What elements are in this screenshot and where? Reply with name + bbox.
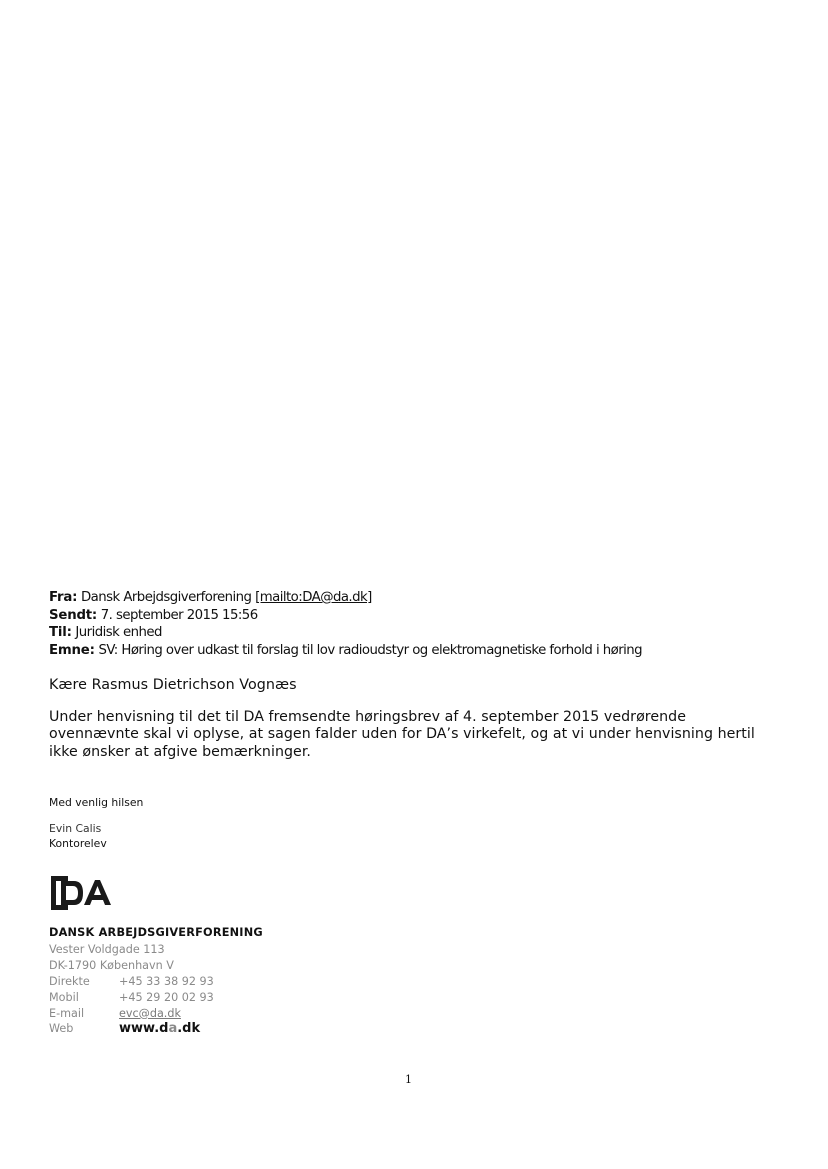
direct-label: Direkte — [49, 975, 90, 988]
email-label: E-mail — [49, 1006, 85, 1020]
email-link[interactable]: evc@da.dk — [119, 1006, 181, 1020]
contact-list — [49, 974, 214, 1037]
closing: Med venlig hilsen — [49, 796, 144, 809]
from-row — [49, 589, 642, 607]
from-label: Fra: — [49, 590, 78, 605]
address-line-1: Vester Voldgade 113 — [49, 943, 165, 956]
mobile-value: +45 29 20 02 93 — [119, 990, 214, 1004]
contact-direct — [49, 974, 214, 990]
sent-label: Sendt: — [49, 607, 98, 623]
contact-web — [49, 1021, 214, 1037]
contact-email — [49, 1006, 214, 1022]
web-link[interactable] — [119, 1021, 200, 1037]
subject-row — [49, 642, 642, 660]
to-row — [49, 624, 642, 642]
subject-value: SV: Høring over udkast til forslag til lov radioudstyr og elektromagnetiske forhold i høring — [98, 642, 643, 658]
to-value: Juridisk enhed — [75, 625, 162, 640]
web-link-part-3: .dk — [177, 1021, 201, 1037]
web-link-part-1: www.d — [119, 1021, 169, 1037]
from-mailto-link[interactable]: [mailto:DA@da.dk] — [255, 590, 372, 605]
signer-name: Evin Calis — [49, 822, 102, 835]
subject-label: Emne: — [49, 642, 95, 658]
web-label: Web — [49, 1022, 74, 1036]
da-logo — [48, 874, 112, 917]
sent-value: 7. september 2015 15:56 — [100, 607, 258, 623]
signer-title: Kontorelev — [49, 836, 107, 850]
greeting: Kære Rasmus Dietrichson Vognæs — [49, 677, 297, 693]
direct-value: +45 33 38 92 93 — [119, 975, 214, 988]
sent-row — [49, 607, 642, 625]
web-link-part-2: a — [168, 1021, 178, 1037]
da-logo-icon — [48, 874, 112, 912]
contact-mobile — [49, 990, 214, 1006]
page-number: 1 — [405, 1073, 412, 1086]
signer-block — [49, 822, 107, 851]
mobile-label: Mobil — [49, 990, 79, 1004]
letter-body: Under henvisning til det til DA fremsendte høringsbrev af 4. september 2015 vedrørende ovennævnte skal vi oplyse, at sagen falder uden for DA’s virkefelt, og at vi under henvisning hertil ikke ønsker at afgive bemærkninger. — [49, 709, 755, 760]
email-header — [49, 589, 642, 659]
org-name: DANSK ARBEJDSGIVERFORENING — [49, 926, 263, 939]
address-line-2: DK-1790 København V — [49, 958, 174, 972]
from-value: Dansk Arbejdsgiverforening — [80, 590, 252, 605]
address — [49, 942, 174, 974]
to-label: Til: — [49, 625, 72, 640]
